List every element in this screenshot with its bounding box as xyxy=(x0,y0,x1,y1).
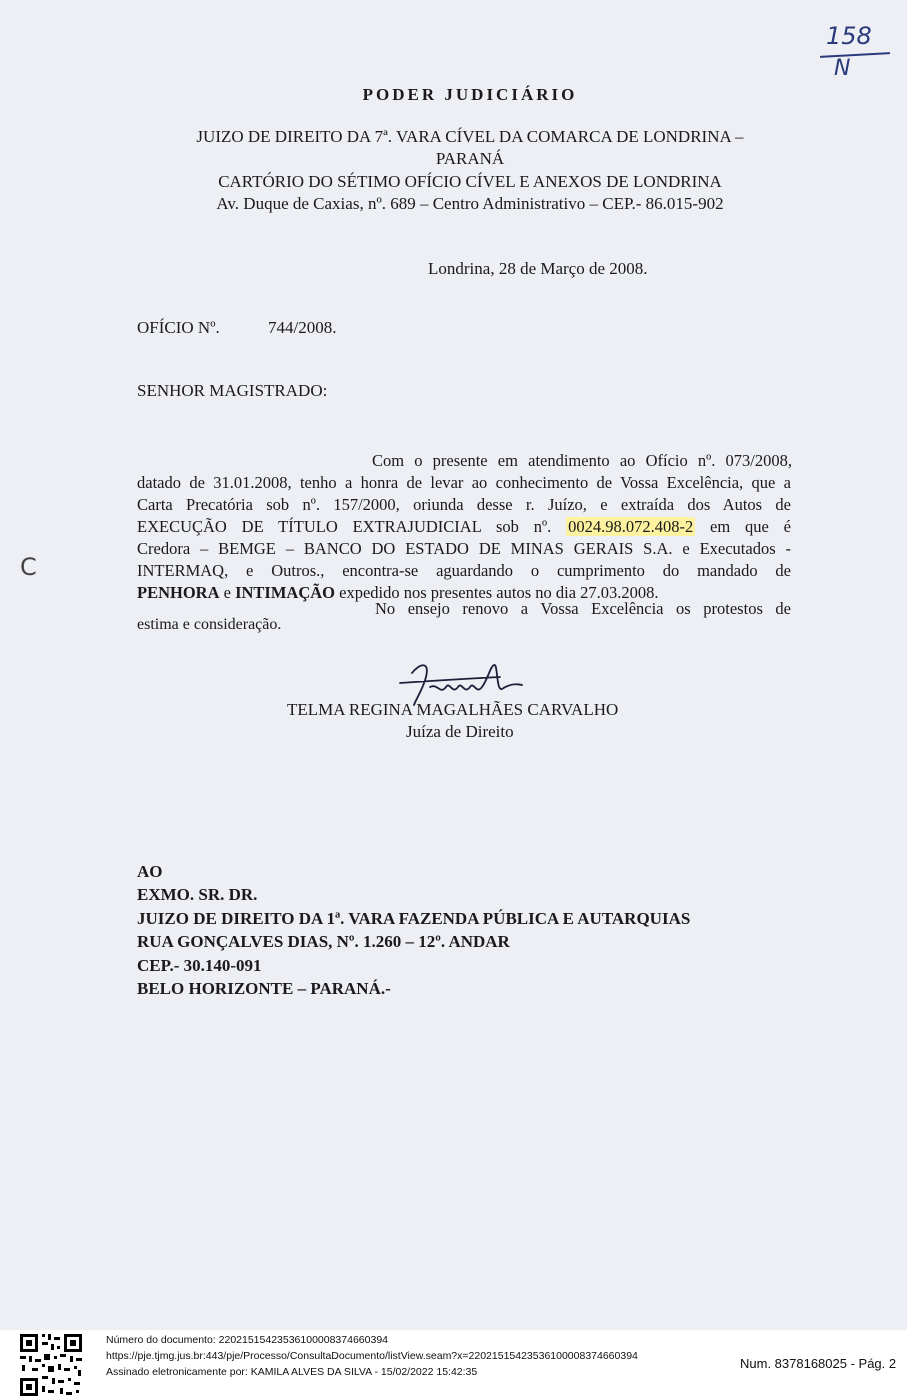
oficio-label: OFÍCIO Nº. xyxy=(137,318,220,337)
salutation: SENHOR MAGISTRADO: xyxy=(137,381,328,400)
qr-code xyxy=(18,1332,84,1398)
body-line-9: estima e consideração. xyxy=(137,616,282,633)
body-line-1: Com o presente em atendimento ao Ofício nº. 073/2008, xyxy=(372,451,792,470)
footer-signed-by: Assinado eletronicamente por: KAMILA ALVES DA SILVA - 15/02/2022 15:42:35 xyxy=(106,1366,478,1378)
handwritten-margin-letter: C xyxy=(20,553,37,581)
body-line-5: Credora – BEMGE – BANCO DO ESTADO DE MINAS GERAIS S.A. e Executados - xyxy=(137,539,791,558)
recipient-line-2: EXMO. SR. DR. xyxy=(137,885,258,904)
body-line-8: No ensejo renovo a Vossa Excelência os protestos de xyxy=(375,599,791,618)
recipient-line-6: BELO HORIZONTE – PARANÁ.- xyxy=(137,979,391,998)
document-title: PODER JUDICIÁRIO xyxy=(362,85,578,104)
registry-name-line: CARTÓRIO DO SÉTIMO OFÍCIO CÍVEL E ANEXOS DE LONDRINA xyxy=(218,172,722,191)
footer-url[interactable]: https://pje.tjmg.jus.br:443/pje/Processo/ConsultaDocumento/listView.seam?x=22021515423536100008374660394 xyxy=(106,1350,638,1362)
handwritten-mark: N xyxy=(834,56,851,81)
court-state-line: PARANÁ xyxy=(435,149,505,168)
body-line-2: datado de 31.01.2008, tenho a honra de levar ao conhecimento de Vossa Excelência, que a xyxy=(137,473,791,492)
signer-role: Juíza de Direito xyxy=(406,722,514,741)
signer-name: TELMA REGINA MAGALHÃES CARVALHO xyxy=(287,700,619,719)
recipient-line-3: JUIZO DE DIREITO DA 1ª. VARA FAZENDA PÚBLICA E AUTARQUIAS xyxy=(137,909,691,928)
body-line-6: INTERMAQ, e Outros., encontra-se aguardando o cumprimento do mandado de xyxy=(137,561,791,580)
body-line-7: PENHORA e INTIMAÇÃO expedido nos presentes autos no dia 27.03.2008. xyxy=(137,583,659,602)
recipient-line-1: AO xyxy=(137,862,163,881)
body-line-3: Carta Precatória sob nº. 157/2000, oriunda desse r. Juízo, e extraída dos Autos de xyxy=(137,495,791,514)
oficio-number: 744/2008. xyxy=(268,318,337,337)
recipient-line-4: RUA GONÇALVES DIAS, Nº. 1.260 – 12º. ANDAR xyxy=(137,932,510,951)
registry-address-line: Av. Duque de Caxias, nº. 689 – Centro Administrativo – CEP.- 86.015-902 xyxy=(216,194,724,213)
footer-page-reference: Num. 8378168025 - Pág. 2 xyxy=(740,1356,897,1371)
date-line: Londrina, 28 de Março de 2008. xyxy=(428,259,648,278)
handwritten-page-number: 158 xyxy=(826,22,872,50)
footer-document-number: Número do documento: 22021515423536100008374660394 xyxy=(106,1334,388,1346)
court-name-line: JUIZO DE DIREITO DA 7ª. VARA CÍVEL DA COMARCA DE LONDRINA – xyxy=(196,127,744,146)
body-line-4: EXECUÇÃO DE TÍTULO EXTRAJUDICIAL sob nº. 0024.98.072.408-2 em que é xyxy=(137,517,792,536)
recipient-line-5: CEP.- 30.140-091 xyxy=(137,956,262,975)
body-paragraph xyxy=(137,472,791,604)
case-number-highlight: 0024.98.072.408-2 xyxy=(568,517,694,536)
